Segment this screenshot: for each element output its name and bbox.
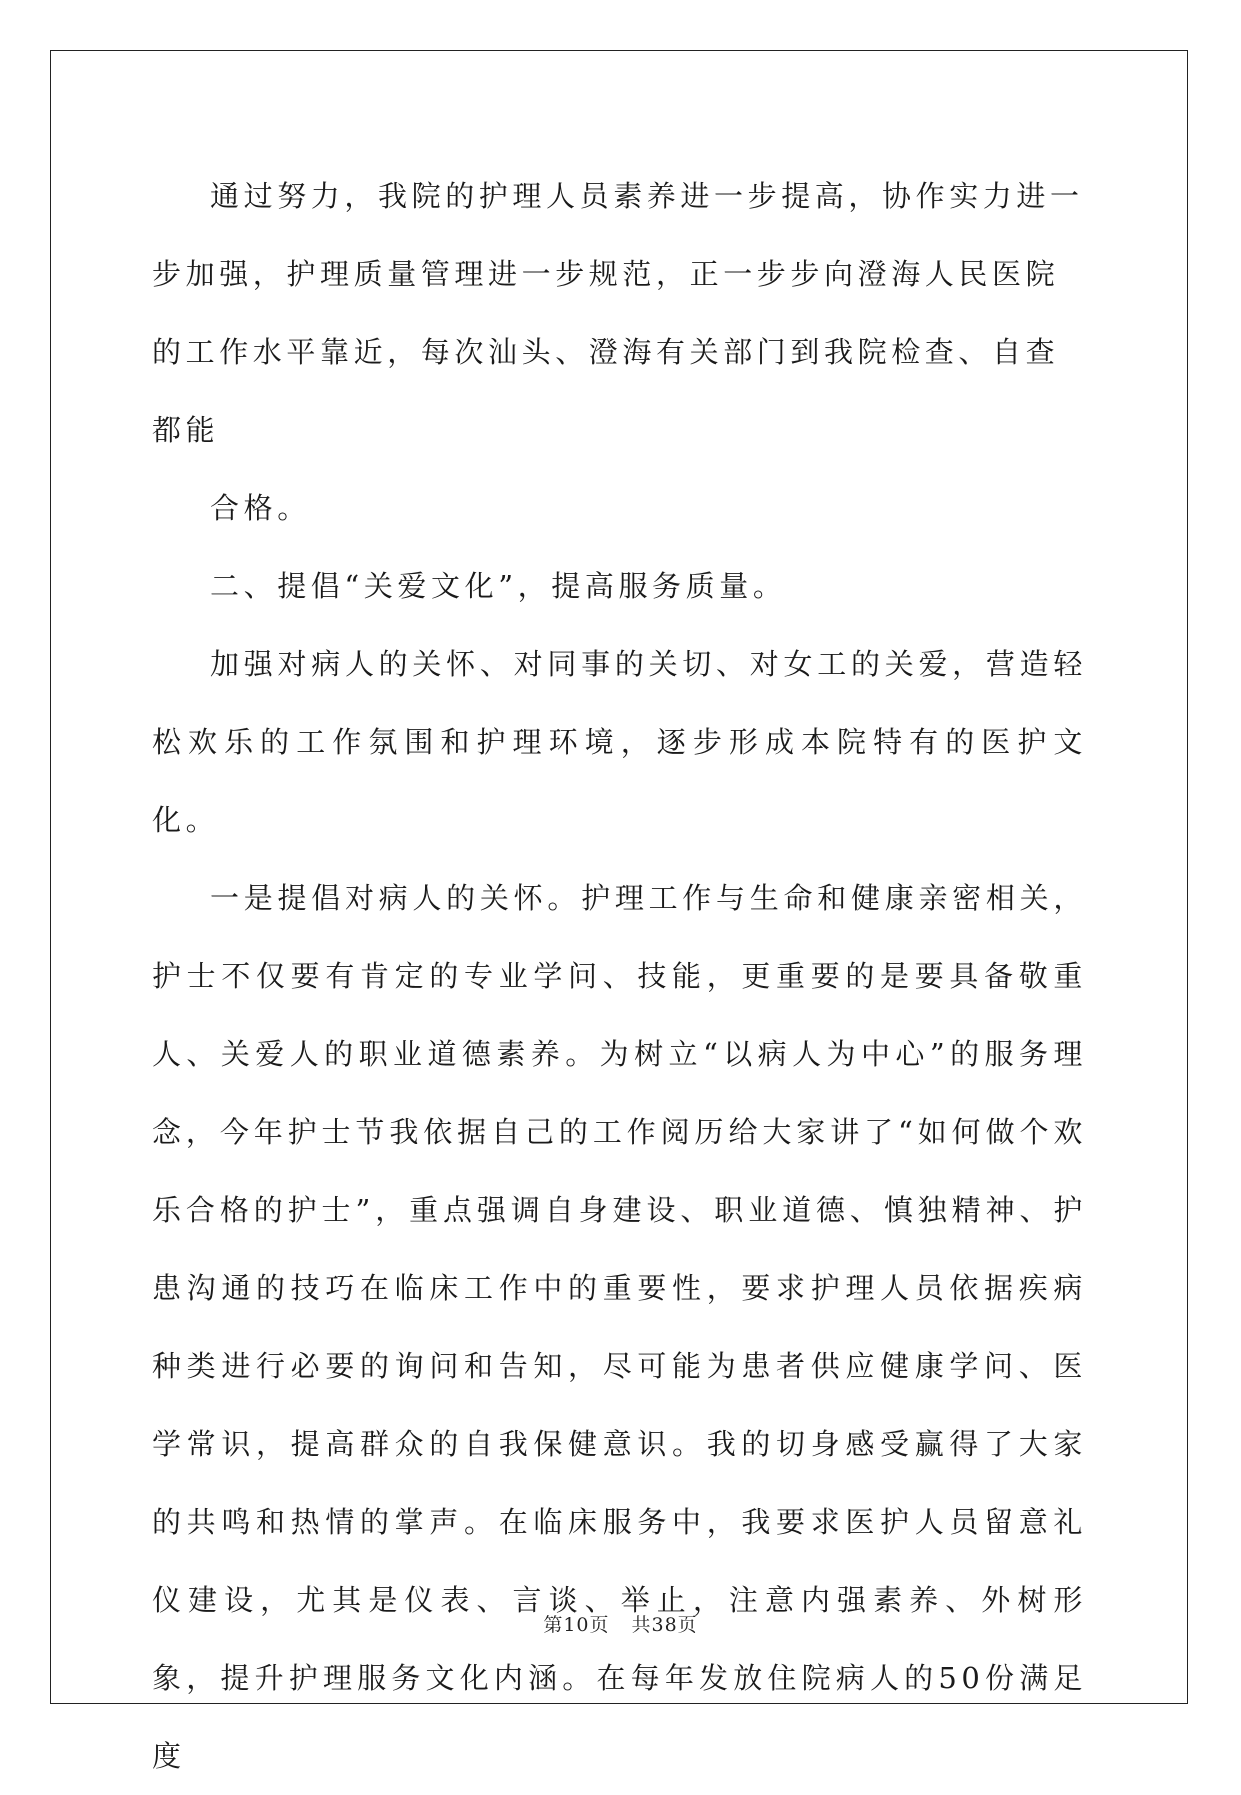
section-heading: 二、提倡“关爱文化”，提高服务质量。 [210,569,787,603]
paragraph: 一是提倡对病人的关怀。护理工作与生命和健康亲密相关，护士不仅要有肯定的专业学问、技能，更重要的是要具备敬重人、关爱人的职业道德素养。为树立“以病人为中心”的服务理念，今年护士节我依据自己的工作阅历给大家讲了“如何做个欢乐合格的护士”，重点强调自身建设、职业道德、慎独精神、护患沟通的技巧在临床工作中的重要性，要求护理人员依据疾病种类进行必要的询问和告知，尽可能为患者供应健康学问、医学常识，提高群众的自我保健意识。我的切身感受赢得了大家的共鸣和热情的掌声。在临床服务中，我要求医护人员留意礼仪建设，尤其是仪表、言谈、举止，注意内强素养、外树形象，提升护理服务文化内涵。在每年发放住院病人的50份满足度 [152,881,1087,1773]
paragraph: 通过努力，我院的护理人员素养进一步提高，协作实力进一步加强，护理质量管理进一步规范，正一步步向澄海人民医院的工作水平靠近，每次汕头、澄海有关部门到我院检查、自查都能 [152,179,1084,447]
page-footer [0,1610,1241,1637]
paragraph: 合格。 [210,491,311,525]
page-total: 共38页 [631,1614,698,1636]
document-body [152,157,1087,1795]
paragraph: 加强对病人的关怀、对同事的关切、对女工的关爱，营造轻松欢乐的工作氛围和护理环境，逐步形成本院特有的医护文化。 [152,647,1087,837]
page-number: 第10页 [543,1614,610,1636]
